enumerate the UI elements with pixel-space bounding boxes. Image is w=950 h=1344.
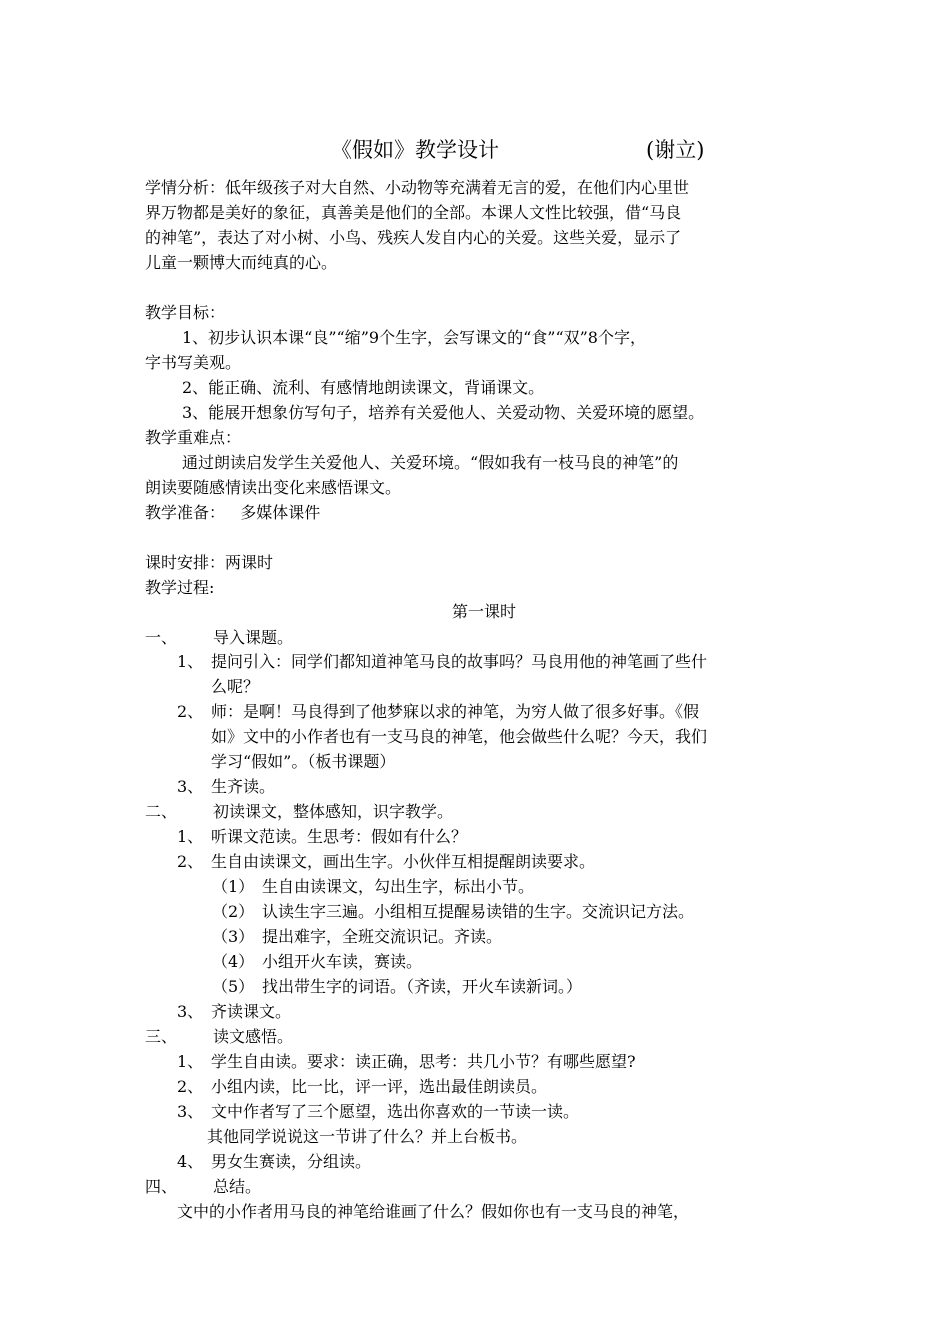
item-number: 1、 (177, 1052, 204, 1071)
item-number: 1、 (177, 652, 204, 671)
list-item-continued: 学习“假如”。（板书课题） (211, 752, 396, 771)
sub-item-text: 小组开火车读，赛读。 (262, 952, 423, 971)
keypoints-line: 通过朗读启发学生关爱他人、关爱环境。“假如我有一枝马良的神笔”的 (182, 453, 679, 472)
sub-item (212, 950, 422, 974)
keypoints-line: 朗读要随感情读出变化来感悟课文。 (145, 478, 402, 497)
section-heading (145, 800, 453, 824)
item-number: 3、 (177, 1102, 204, 1121)
sub-item (212, 925, 502, 949)
item-text: 生自由读课文，画出生字。小伙伴互相提醒朗读要求。 (211, 852, 596, 871)
class-schedule: 课时安排：两课时 (145, 553, 274, 572)
sub-item-text: 提出难字，全班交流识记。齐读。 (262, 927, 503, 946)
section-heading (145, 1025, 293, 1049)
list-item (177, 825, 467, 849)
sub-item-number: （4） (212, 952, 255, 971)
sub-item-number: （3） (212, 927, 255, 946)
sub-item-number: （5） (212, 977, 255, 996)
sub-item (212, 900, 694, 924)
sub-item (212, 875, 534, 899)
section-number: 二、 (145, 802, 178, 821)
list-item (177, 775, 275, 799)
section-label: 总结。 (213, 1177, 262, 1196)
list-item (177, 1050, 636, 1074)
goal-item: 1、初步认识本课“良”“缩”9个生字，会写课文的“食”“双”8个字， (182, 328, 646, 347)
sub-item-text: 找出带生字的词语。（齐读，开火车读新词。） (262, 977, 583, 996)
item-text: 提问引入：同学们都知道神笔马良的故事吗？马良用他的神笔画了些什 (211, 652, 708, 671)
analysis-line: 学情分析：低年级孩子对大自然、小动物等充满着无言的爱，在他们内心里世 (145, 178, 690, 197)
list-item-continued: 么呢？ (211, 677, 260, 696)
list-item (177, 1075, 547, 1099)
item-text: 听课文范读。生思考：假如有什么？ (211, 827, 468, 846)
lesson-heading: 第一课时 (452, 602, 517, 621)
list-item (177, 650, 707, 674)
analysis-line: 界万物都是美好的象征，真善美是他们的全部。本课人文性比较强，借“马良 (145, 203, 682, 222)
goals-heading: 教学目标： (145, 303, 226, 322)
section-heading (145, 1175, 261, 1199)
item-number: 1、 (177, 827, 204, 846)
analysis-line: 的神笔”，表达了对小树、小鸟、残疾人发自内心的关爱。这些关爱，显示了 (145, 228, 682, 247)
item-number: 4、 (177, 1152, 204, 1171)
item-text: 小组内读，比一比，评一评，选出最佳朗读员。 (211, 1077, 548, 1096)
list-item-continued: 如》文中的小作者也有一支马良的神笔，他会做些什么呢？今天，我们 (211, 727, 708, 746)
item-text: 生齐读。 (211, 777, 276, 796)
item-number: 2、 (177, 702, 204, 721)
keypoints-heading: 教学重难点： (145, 428, 242, 447)
item-number: 2、 (177, 1077, 204, 1096)
analysis-line: 儿童一颗博大而纯真的心。 (145, 253, 338, 272)
list-item (177, 1000, 291, 1024)
section-label: 导入课题。 (213, 628, 294, 647)
item-text: 师：是啊！马良得到了他梦寐以求的神笔，为穷人做了很多好事。《假 (211, 702, 700, 721)
author-name: (谢立) (646, 138, 705, 162)
section-label: 读文感悟。 (213, 1027, 294, 1046)
list-item (177, 850, 595, 874)
list-item (177, 700, 699, 724)
sub-item-text: 认读生字三遍。小组相互提醒易读错的生字。交流识记方法。 (262, 902, 695, 921)
summary-text: 文中的小作者用马良的神笔给谁画了什么？假如你也有一支马良的神笔， (177, 1202, 690, 1221)
item-number: 2、 (177, 852, 204, 871)
section-number: 一、 (145, 628, 178, 647)
list-item (177, 1150, 371, 1174)
section-label: 初读课文，整体感知，识字教学。 (213, 802, 454, 821)
section-number: 四、 (145, 1177, 178, 1196)
sub-item-number: （2） (212, 902, 255, 921)
item-number: 3、 (177, 1002, 204, 1021)
goal-item: 2、能正确、流利、有感情地朗读课文，背诵课文。 (182, 378, 545, 397)
item-number: 3、 (177, 777, 204, 796)
document-title: 《假如》教学设计 (331, 138, 499, 162)
sub-item-text: 生自由读课文，勾出生字，标出小节。 (262, 877, 535, 896)
item-text: 文中作者写了三个愿望，选出你喜欢的一节读一读。 (211, 1102, 580, 1121)
goal-item: 3、能展开想象仿写句子，培养有关爱他人、关爱动物、关爱环境的愿望。 (182, 403, 705, 422)
section-number: 三、 (145, 1027, 178, 1046)
section-heading (145, 626, 293, 650)
sub-item (212, 975, 582, 999)
list-item (177, 1100, 579, 1124)
list-item-continued: 其他同学说说这一节讲了什么？并上台板书。 (207, 1127, 528, 1146)
item-text: 男女生赛读，分组读。 (211, 1152, 372, 1171)
sub-item-number: （1） (212, 877, 255, 896)
item-text: 齐读课文。 (211, 1002, 292, 1021)
teaching-prep: 教学准备： 多媒体课件 (145, 503, 321, 522)
item-text: 学生自由读。要求：读正确，思考：共几小节？有哪些愿望? (211, 1052, 636, 1071)
goal-item-continued: 字书写美观。 (145, 353, 242, 372)
process-heading: 教学过程: (145, 578, 215, 597)
